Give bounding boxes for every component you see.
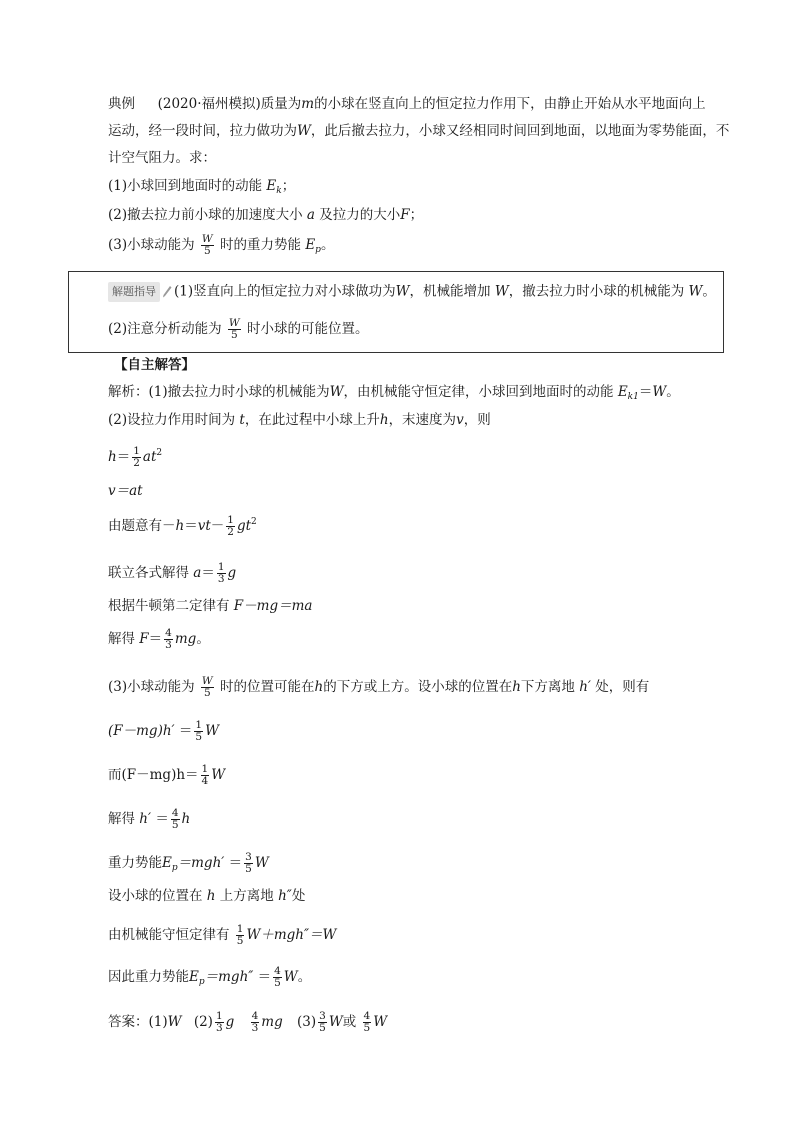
text: 。 [320,237,335,253]
text: 运动，经一段时间，拉力做功为 [108,123,297,139]
superscript: 2 [251,517,257,527]
subscript: p [171,863,178,873]
var-t: t [239,412,245,428]
question-3 [108,234,334,259]
equation-v: v＝at [108,483,143,499]
equals: ＝ [228,855,243,871]
var-a: a [306,207,315,223]
text: (2)注意分析动能为 [108,321,222,337]
var-m: m [301,96,315,112]
var-W: W [328,1014,343,1030]
numerator: 1 [227,514,234,526]
text: 的小球在竖直向上的恒定拉力作用下，由静止开始从水平地面向上 [314,96,706,112]
equation-9 [108,808,190,831]
text: 的下方或上方。设小球的位置在 [323,679,513,695]
denominator: 4 [201,775,209,787]
var-h: h [206,888,216,904]
numerator: 1 [236,923,244,935]
var-E: E [266,178,277,194]
var-W: W [205,723,219,739]
text: 或 [342,1014,357,1030]
text: 质量为 [260,96,302,112]
solution-step-1 [108,383,680,406]
text: (3) [297,1014,317,1030]
term: 而(F－mg)h [108,767,186,783]
denominator: 5 [203,245,211,257]
numerator: 4 [251,1010,259,1022]
var-W: W [494,283,509,300]
text: 处，则有 [595,679,650,695]
denominator: 5 [363,1022,371,1034]
text: 解析：(1)撤去拉力时小球的机械能为 [108,384,330,400]
var-h-double-prime: h″ [278,888,292,904]
var-W: W [283,969,298,985]
text: 计空气阻力。求： [108,150,216,166]
fraction [251,1011,260,1034]
equation-10 [108,852,269,877]
var-W: W [373,1014,388,1030]
text: 由题意有－ [108,518,176,534]
text: 设小球的位置在 [108,888,203,904]
text: 解得 [108,811,135,827]
subscript: k1 [627,392,639,402]
equation-a [108,562,236,585]
term: W＋mgh″＝W [246,927,337,943]
numerator: W [201,675,213,687]
denominator: 2 [227,526,234,538]
var-E: E [162,855,172,871]
text: 重力势能 [108,855,162,871]
var-g: g [227,565,237,581]
solution-step-4 [108,887,305,905]
text: 时的位置可能在 [220,679,315,695]
superscript: 2 [156,448,163,458]
var-W: W [652,384,667,400]
solution-step-3 [108,676,649,699]
denominator: 2 [133,457,140,469]
var-a: a [193,565,202,581]
denominator: 5 [274,977,281,989]
var-W: W [688,283,703,300]
fraction [201,676,214,699]
var-g: g [225,1014,235,1030]
text: ； [409,207,424,223]
equation-h [108,444,162,469]
equation-7 [108,720,219,743]
hint-line-1 [108,282,716,302]
text: (3)小球动能为 [108,679,195,695]
equals: ＝ [185,767,199,783]
denominator: 3 [215,1022,223,1034]
fraction [201,764,210,787]
var-W: W [329,384,344,400]
equals: ＝ [148,631,163,647]
problem-line-3 [108,149,216,167]
var-h-prime: h′ [139,811,152,827]
var-F: F [400,207,410,223]
numerator: W [201,233,213,245]
text: 。 [666,384,680,400]
text: 及拉力的大小 [319,207,401,223]
text: 解得 [108,631,135,647]
text: ，由机械能守恒定律，小球回到地面时的动能 [343,384,614,400]
text: 由机械能守恒定律有 [108,927,230,943]
numerator: 1 [217,561,225,573]
answer-line [108,1011,387,1034]
var-F: F [139,631,149,647]
denominator: 5 [230,329,238,341]
text: 。 [297,969,312,985]
equation-displacement [108,513,257,538]
equals: ＝ [116,449,131,465]
term: vt [197,518,211,534]
numerator: 4 [274,965,281,977]
numerator: W [228,317,240,329]
text: 处 [291,888,306,904]
source-citation: (2020·福州模拟) [157,96,261,112]
solution-heading: 【自主解答】 [114,357,195,373]
equals: ＝ [178,723,193,739]
text: 因此重力势能 [108,969,189,985]
numerator: 3 [245,851,252,863]
equals: ＝ [201,565,215,581]
text: ，则 [463,412,491,428]
term: ＝mgh′ [177,855,225,871]
pen-icon [162,285,172,299]
equals: ＝ [257,969,272,985]
text: ； [281,178,296,194]
denominator: 3 [251,1022,259,1034]
text: (2)设拉力作用时间为 [108,412,236,428]
text: (3)小球动能为 [108,237,195,253]
problem-line-2 [108,122,729,140]
text: (2) [193,1014,213,1030]
equals: ＝ [155,811,169,827]
fraction [244,852,253,875]
var-W: W [395,283,410,300]
question-1 [108,177,295,200]
denominator: 5 [236,935,244,947]
numerator: 4 [363,1010,371,1022]
term: at [142,449,157,465]
var-h: h [175,518,185,534]
numerator: 4 [165,627,172,639]
subscript: p [315,245,321,255]
denominator: 5 [203,687,211,699]
equation-F [108,628,210,651]
equation-12 [108,966,311,991]
var-W: W [167,1014,182,1030]
fraction [236,924,245,947]
fraction [363,1011,372,1034]
numerator: 1 [201,763,209,775]
text: 联立各式解得 [108,565,189,581]
fraction [171,808,180,831]
text: 答案：(1) [108,1014,168,1030]
example-label: 典例 [108,96,135,112]
fraction [164,628,173,651]
var-h: h [512,679,521,695]
text: ，机械能增加 [409,283,491,300]
var-h: h [314,679,324,695]
text: 。 [702,283,716,300]
var-E: E [189,969,199,985]
fraction [273,966,282,989]
var-W: W [297,123,311,139]
term: mg [261,1014,283,1030]
text: ，在此过程中小球上升 [244,412,380,428]
var-v: v [456,412,464,428]
denominator: 3 [165,639,172,651]
numerator: 1 [195,719,203,731]
hint-line-2 [108,318,369,341]
term: ＝mgh″ [204,969,254,985]
subscript: k [276,186,282,196]
text: ，此后撤去拉力，小球又经相同时间回到地面，以地面为零势能面，不 [310,123,730,139]
denominator: 3 [217,573,225,585]
text: (1)竖直向上的恒定拉力对小球做功为 [174,283,396,300]
var-E: E [305,237,316,253]
term: (F－mg)h′ [108,723,175,739]
var-W: W [254,855,269,871]
denominator: 5 [245,863,252,875]
text: ，撤去拉力时小球的机械能为 [508,283,685,300]
fraction [215,1011,224,1034]
hint-tag: 解题指导 [108,282,160,302]
subscript: p [198,977,205,987]
var-h: h [181,811,191,827]
equation-8 [108,764,225,787]
problem-line-1 [108,95,706,113]
newton-law [108,597,312,615]
var-h: h [379,412,389,428]
numerator: 1 [133,445,140,457]
denominator: 5 [195,731,203,743]
text: 时小球的可能位置。 [247,321,369,337]
denominator: 5 [319,1022,326,1034]
term: mg [174,631,197,647]
fraction [201,234,214,257]
text: 下方离地 [520,679,575,695]
fraction [217,562,226,585]
text: (2)撤去拉力前小球的加速度大小 [108,207,303,223]
fraction [228,318,241,341]
var-W: W [211,767,226,783]
var-h-prime: h′ [579,679,591,695]
numerator: 4 [171,807,179,819]
numerator: 1 [215,1010,223,1022]
text: 根据牛顿第二定律有 [108,598,230,614]
minus: － [210,518,225,534]
fraction [132,446,141,469]
text: ＝ [638,384,653,400]
var-h: h [108,449,117,465]
text: (1)小球回到地面时的动能 [108,178,263,194]
equals: ＝ [184,518,198,534]
text: 时的重力势能 [220,237,302,253]
var-E: E [617,384,628,400]
denominator: 5 [171,819,179,831]
equation: F－mg＝ma [233,598,313,614]
fraction [226,515,235,538]
fraction [318,1011,327,1034]
text: 。 [196,631,210,647]
equation-11 [108,924,336,947]
text: 上方离地 [219,888,274,904]
fraction [194,720,203,743]
question-2 [108,206,423,224]
term: gt [236,518,252,534]
text: ，末速度为 [388,412,457,428]
numerator: 3 [319,1010,326,1022]
solution-step-2 [108,411,491,429]
